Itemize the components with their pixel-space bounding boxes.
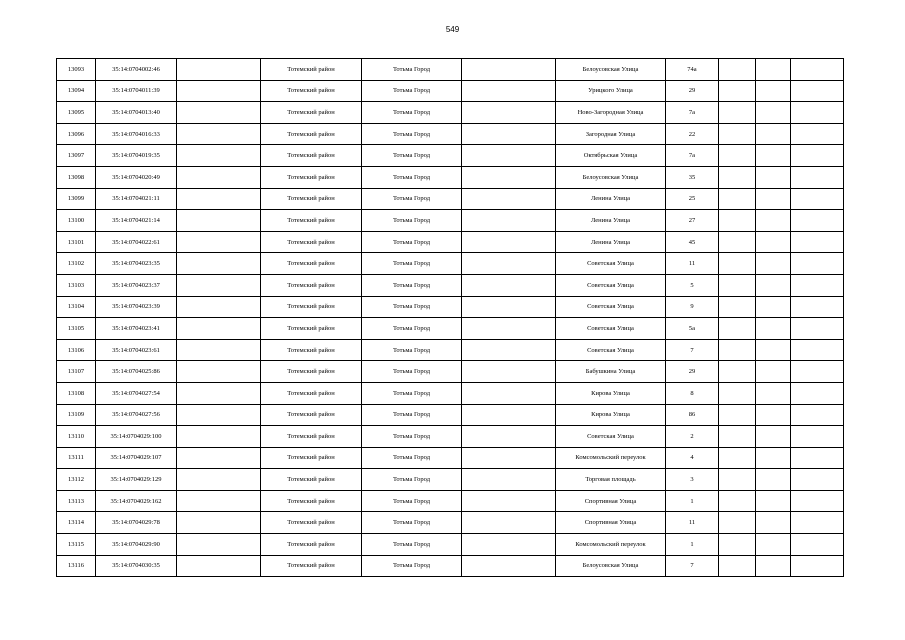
empty-cell	[177, 188, 261, 210]
row-number-cell: 13109	[57, 404, 96, 426]
empty-cell	[756, 512, 791, 534]
district-cell: Тотемский район	[261, 318, 362, 340]
settlement-cell: Тотьма Город	[362, 210, 462, 232]
empty-cell	[177, 555, 261, 577]
empty-cell	[719, 296, 756, 318]
settlement-cell: Тотьма Город	[362, 447, 462, 469]
street-cell: Советская Улица	[556, 253, 666, 275]
empty-cell	[719, 382, 756, 404]
empty-cell	[756, 123, 791, 145]
table-row	[57, 102, 844, 124]
house-number-cell: 86	[666, 404, 719, 426]
row-number-cell: 13102	[57, 253, 96, 275]
house-number-cell: 7	[666, 339, 719, 361]
settlement-cell: Тотьма Город	[362, 102, 462, 124]
empty-cell	[791, 145, 844, 167]
empty-cell	[177, 102, 261, 124]
house-number-cell: 45	[666, 231, 719, 253]
cadastral-number-cell: 35:14:0704029:162	[96, 490, 177, 512]
row-number-cell: 13101	[57, 231, 96, 253]
table-row	[57, 296, 844, 318]
empty-cell	[791, 490, 844, 512]
row-number-cell: 13106	[57, 339, 96, 361]
empty-cell	[791, 59, 844, 81]
house-number-cell: 22	[666, 123, 719, 145]
table-row	[57, 555, 844, 577]
registry-table-body	[57, 59, 844, 577]
empty-cell	[177, 426, 261, 448]
empty-cell	[177, 404, 261, 426]
empty-cell	[756, 253, 791, 275]
district-cell: Тотемский район	[261, 80, 362, 102]
table-row	[57, 382, 844, 404]
empty-cell	[719, 447, 756, 469]
empty-cell	[756, 382, 791, 404]
empty-cell	[791, 102, 844, 124]
house-number-cell: 7а	[666, 145, 719, 167]
district-cell: Тотемский район	[261, 555, 362, 577]
row-number-cell: 13105	[57, 318, 96, 340]
empty-cell	[177, 253, 261, 275]
cadastral-number-cell: 35:14:0704027:54	[96, 382, 177, 404]
table-row	[57, 490, 844, 512]
row-number-cell: 13094	[57, 80, 96, 102]
empty-cell	[719, 426, 756, 448]
street-cell: Октябрьская Улица	[556, 145, 666, 167]
settlement-cell: Тотьма Город	[362, 59, 462, 81]
district-cell: Тотемский район	[261, 426, 362, 448]
empty-cell	[177, 59, 261, 81]
street-cell: Спортивная Улица	[556, 490, 666, 512]
empty-cell	[756, 102, 791, 124]
empty-cell	[462, 555, 556, 577]
district-cell: Тотемский район	[261, 188, 362, 210]
empty-cell	[719, 361, 756, 383]
settlement-cell: Тотьма Город	[362, 404, 462, 426]
row-number-cell: 13108	[57, 382, 96, 404]
settlement-cell: Тотьма Город	[362, 512, 462, 534]
empty-cell	[177, 318, 261, 340]
table-row	[57, 339, 844, 361]
row-number-cell: 13096	[57, 123, 96, 145]
district-cell: Тотемский район	[261, 404, 362, 426]
settlement-cell: Тотьма Город	[362, 296, 462, 318]
cadastral-number-cell: 35:14:0704020:49	[96, 166, 177, 188]
street-cell: Белоусовская Улица	[556, 555, 666, 577]
empty-cell	[791, 426, 844, 448]
house-number-cell: 11	[666, 512, 719, 534]
empty-cell	[177, 447, 261, 469]
empty-cell	[791, 253, 844, 275]
empty-cell	[462, 512, 556, 534]
cadastral-number-cell: 35:14:0704023:37	[96, 274, 177, 296]
street-cell: Загородная Улица	[556, 123, 666, 145]
empty-cell	[719, 339, 756, 361]
registry-table	[56, 58, 844, 577]
empty-cell	[462, 123, 556, 145]
empty-cell	[756, 210, 791, 232]
empty-cell	[791, 188, 844, 210]
house-number-cell: 2	[666, 426, 719, 448]
cadastral-number-cell: 35:14:0704021:11	[96, 188, 177, 210]
house-number-cell: 1	[666, 490, 719, 512]
district-cell: Тотемский район	[261, 534, 362, 556]
house-number-cell: 27	[666, 210, 719, 232]
district-cell: Тотемский район	[261, 490, 362, 512]
cadastral-number-cell: 35:14:0704023:39	[96, 296, 177, 318]
empty-cell	[756, 166, 791, 188]
cadastral-number-cell: 35:14:0704023:41	[96, 318, 177, 340]
house-number-cell: 9	[666, 296, 719, 318]
empty-cell	[719, 253, 756, 275]
settlement-cell: Тотьма Город	[362, 469, 462, 491]
street-cell: Ленина Улица	[556, 231, 666, 253]
cadastral-number-cell: 35:14:0704022:61	[96, 231, 177, 253]
table-row	[57, 253, 844, 275]
street-cell: Спортивная Улица	[556, 512, 666, 534]
house-number-cell: 74а	[666, 59, 719, 81]
street-cell: Советская Улица	[556, 339, 666, 361]
empty-cell	[719, 274, 756, 296]
empty-cell	[791, 80, 844, 102]
empty-cell	[791, 361, 844, 383]
empty-cell	[177, 339, 261, 361]
row-number-cell: 13100	[57, 210, 96, 232]
table-row	[57, 404, 844, 426]
settlement-cell: Тотьма Город	[362, 231, 462, 253]
settlement-cell: Тотьма Город	[362, 253, 462, 275]
row-number-cell: 13097	[57, 145, 96, 167]
empty-cell	[791, 210, 844, 232]
house-number-cell: 25	[666, 188, 719, 210]
empty-cell	[791, 231, 844, 253]
cadastral-number-cell: 35:14:0704002:46	[96, 59, 177, 81]
district-cell: Тотемский район	[261, 382, 362, 404]
cadastral-number-cell: 35:14:0704027:56	[96, 404, 177, 426]
row-number-cell: 13113	[57, 490, 96, 512]
empty-cell	[462, 253, 556, 275]
house-number-cell: 5а	[666, 318, 719, 340]
district-cell: Тотемский район	[261, 339, 362, 361]
empty-cell	[462, 318, 556, 340]
empty-cell	[462, 80, 556, 102]
street-cell: Ново-Загородная Улица	[556, 102, 666, 124]
empty-cell	[177, 534, 261, 556]
empty-cell	[719, 404, 756, 426]
settlement-cell: Тотьма Город	[362, 361, 462, 383]
empty-cell	[791, 166, 844, 188]
house-number-cell: 29	[666, 361, 719, 383]
settlement-cell: Тотьма Город	[362, 382, 462, 404]
row-number-cell: 13116	[57, 555, 96, 577]
table-row	[57, 318, 844, 340]
empty-cell	[756, 59, 791, 81]
empty-cell	[791, 318, 844, 340]
empty-cell	[791, 534, 844, 556]
empty-cell	[177, 490, 261, 512]
settlement-cell: Тотьма Город	[362, 490, 462, 512]
empty-cell	[462, 59, 556, 81]
district-cell: Тотемский район	[261, 361, 362, 383]
settlement-cell: Тотьма Город	[362, 145, 462, 167]
empty-cell	[756, 188, 791, 210]
cadastral-number-cell: 35:14:0704029:100	[96, 426, 177, 448]
empty-cell	[719, 145, 756, 167]
empty-cell	[719, 210, 756, 232]
empty-cell	[756, 231, 791, 253]
empty-cell	[756, 469, 791, 491]
district-cell: Тотемский район	[261, 231, 362, 253]
table-row	[57, 145, 844, 167]
cadastral-number-cell: 35:14:0704019:35	[96, 145, 177, 167]
row-number-cell: 13115	[57, 534, 96, 556]
street-cell: Советская Улица	[556, 426, 666, 448]
empty-cell	[177, 123, 261, 145]
district-cell: Тотемский район	[261, 166, 362, 188]
empty-cell	[756, 404, 791, 426]
cadastral-number-cell: 35:14:0704021:14	[96, 210, 177, 232]
row-number-cell: 13110	[57, 426, 96, 448]
table-row	[57, 447, 844, 469]
empty-cell	[462, 469, 556, 491]
settlement-cell: Тотьма Город	[362, 274, 462, 296]
settlement-cell: Тотьма Город	[362, 555, 462, 577]
empty-cell	[462, 231, 556, 253]
empty-cell	[756, 80, 791, 102]
cadastral-number-cell: 35:14:0704030:35	[96, 555, 177, 577]
empty-cell	[719, 469, 756, 491]
empty-cell	[791, 469, 844, 491]
street-cell: Бабушкина Улица	[556, 361, 666, 383]
table-row	[57, 210, 844, 232]
district-cell: Тотемский район	[261, 59, 362, 81]
house-number-cell: 8	[666, 382, 719, 404]
empty-cell	[462, 339, 556, 361]
house-number-cell: 11	[666, 253, 719, 275]
row-number-cell: 13099	[57, 188, 96, 210]
empty-cell	[719, 318, 756, 340]
house-number-cell: 35	[666, 166, 719, 188]
empty-cell	[462, 274, 556, 296]
empty-cell	[177, 274, 261, 296]
street-cell: Кирова Улица	[556, 382, 666, 404]
cadastral-number-cell: 35:14:0704029:107	[96, 447, 177, 469]
district-cell: Тотемский район	[261, 469, 362, 491]
house-number-cell: 4	[666, 447, 719, 469]
row-number-cell: 13103	[57, 274, 96, 296]
empty-cell	[462, 382, 556, 404]
row-number-cell: 13112	[57, 469, 96, 491]
cadastral-number-cell: 35:14:0704025:86	[96, 361, 177, 383]
cadastral-number-cell: 35:14:0704029:90	[96, 534, 177, 556]
cadastral-number-cell: 35:14:0704011:39	[96, 80, 177, 102]
empty-cell	[756, 447, 791, 469]
empty-cell	[791, 296, 844, 318]
table-row	[57, 231, 844, 253]
table-row	[57, 166, 844, 188]
empty-cell	[462, 447, 556, 469]
settlement-cell: Тотьма Город	[362, 166, 462, 188]
row-number-cell: 13093	[57, 59, 96, 81]
empty-cell	[719, 490, 756, 512]
cadastral-number-cell: 35:14:0704023:61	[96, 339, 177, 361]
row-number-cell: 13095	[57, 102, 96, 124]
empty-cell	[791, 123, 844, 145]
district-cell: Тотемский район	[261, 253, 362, 275]
empty-cell	[462, 490, 556, 512]
settlement-cell: Тотьма Город	[362, 188, 462, 210]
empty-cell	[791, 512, 844, 534]
empty-cell	[719, 512, 756, 534]
district-cell: Тотемский район	[261, 210, 362, 232]
page-number: 549	[445, 25, 460, 34]
empty-cell	[756, 361, 791, 383]
street-cell: Белоусовская Улица	[556, 166, 666, 188]
table-row	[57, 274, 844, 296]
empty-cell	[719, 534, 756, 556]
empty-cell	[462, 426, 556, 448]
empty-cell	[719, 231, 756, 253]
empty-cell	[756, 274, 791, 296]
empty-cell	[462, 188, 556, 210]
street-cell: Торговая площадь	[556, 469, 666, 491]
settlement-cell: Тотьма Город	[362, 339, 462, 361]
empty-cell	[756, 426, 791, 448]
house-number-cell: 5	[666, 274, 719, 296]
empty-cell	[719, 166, 756, 188]
street-cell: Урицкого Улица	[556, 80, 666, 102]
empty-cell	[756, 296, 791, 318]
empty-cell	[177, 296, 261, 318]
cadastral-number-cell: 35:14:0704029:129	[96, 469, 177, 491]
table-row	[57, 361, 844, 383]
empty-cell	[719, 188, 756, 210]
empty-cell	[177, 231, 261, 253]
empty-cell	[177, 166, 261, 188]
table-row	[57, 59, 844, 81]
street-cell: Комсомольский переулок	[556, 534, 666, 556]
empty-cell	[177, 361, 261, 383]
empty-cell	[719, 80, 756, 102]
row-number-cell: 13114	[57, 512, 96, 534]
table-row	[57, 469, 844, 491]
street-cell: Советская Улица	[556, 318, 666, 340]
row-number-cell: 13098	[57, 166, 96, 188]
row-number-cell: 13104	[57, 296, 96, 318]
street-cell: Советская Улица	[556, 274, 666, 296]
empty-cell	[719, 123, 756, 145]
empty-cell	[791, 339, 844, 361]
district-cell: Тотемский район	[261, 102, 362, 124]
empty-cell	[462, 361, 556, 383]
district-cell: Тотемский район	[261, 274, 362, 296]
empty-cell	[719, 59, 756, 81]
house-number-cell: 7а	[666, 102, 719, 124]
empty-cell	[177, 210, 261, 232]
settlement-cell: Тотьма Город	[362, 534, 462, 556]
settlement-cell: Тотьма Город	[362, 426, 462, 448]
cadastral-number-cell: 35:14:0704016:33	[96, 123, 177, 145]
settlement-cell: Тотьма Город	[362, 123, 462, 145]
empty-cell	[756, 318, 791, 340]
district-cell: Тотемский район	[261, 447, 362, 469]
empty-cell	[177, 80, 261, 102]
empty-cell	[462, 404, 556, 426]
house-number-cell: 29	[666, 80, 719, 102]
house-number-cell: 3	[666, 469, 719, 491]
empty-cell	[177, 145, 261, 167]
table-row	[57, 188, 844, 210]
settlement-cell: Тотьма Город	[362, 80, 462, 102]
row-number-cell: 13111	[57, 447, 96, 469]
empty-cell	[177, 512, 261, 534]
empty-cell	[791, 555, 844, 577]
table-row	[57, 534, 844, 556]
table-row	[57, 512, 844, 534]
cadastral-number-cell: 35:14:0704029:78	[96, 512, 177, 534]
table-row	[57, 80, 844, 102]
empty-cell	[791, 382, 844, 404]
street-cell: Белоусовская Улица	[556, 59, 666, 81]
empty-cell	[719, 555, 756, 577]
table-row	[57, 426, 844, 448]
empty-cell	[719, 102, 756, 124]
street-cell: Ленина Улица	[556, 188, 666, 210]
empty-cell	[756, 339, 791, 361]
empty-cell	[791, 447, 844, 469]
district-cell: Тотемский район	[261, 123, 362, 145]
cadastral-number-cell: 35:14:0704013:40	[96, 102, 177, 124]
empty-cell	[756, 145, 791, 167]
street-cell: Кирова Улица	[556, 404, 666, 426]
row-number-cell: 13107	[57, 361, 96, 383]
empty-cell	[462, 210, 556, 232]
cadastral-number-cell: 35:14:0704023:35	[96, 253, 177, 275]
table-row	[57, 123, 844, 145]
empty-cell	[462, 296, 556, 318]
empty-cell	[462, 102, 556, 124]
empty-cell	[462, 145, 556, 167]
empty-cell	[756, 534, 791, 556]
street-cell: Советская Улица	[556, 296, 666, 318]
empty-cell	[462, 166, 556, 188]
house-number-cell: 1	[666, 534, 719, 556]
settlement-cell: Тотьма Город	[362, 318, 462, 340]
street-cell: Комсомольский переулок	[556, 447, 666, 469]
empty-cell	[756, 555, 791, 577]
empty-cell	[791, 274, 844, 296]
empty-cell	[756, 490, 791, 512]
house-number-cell: 7	[666, 555, 719, 577]
empty-cell	[791, 404, 844, 426]
empty-cell	[177, 382, 261, 404]
empty-cell	[462, 534, 556, 556]
district-cell: Тотемский район	[261, 145, 362, 167]
empty-cell	[177, 469, 261, 491]
district-cell: Тотемский район	[261, 296, 362, 318]
street-cell: Ленина Улица	[556, 210, 666, 232]
district-cell: Тотемский район	[261, 512, 362, 534]
